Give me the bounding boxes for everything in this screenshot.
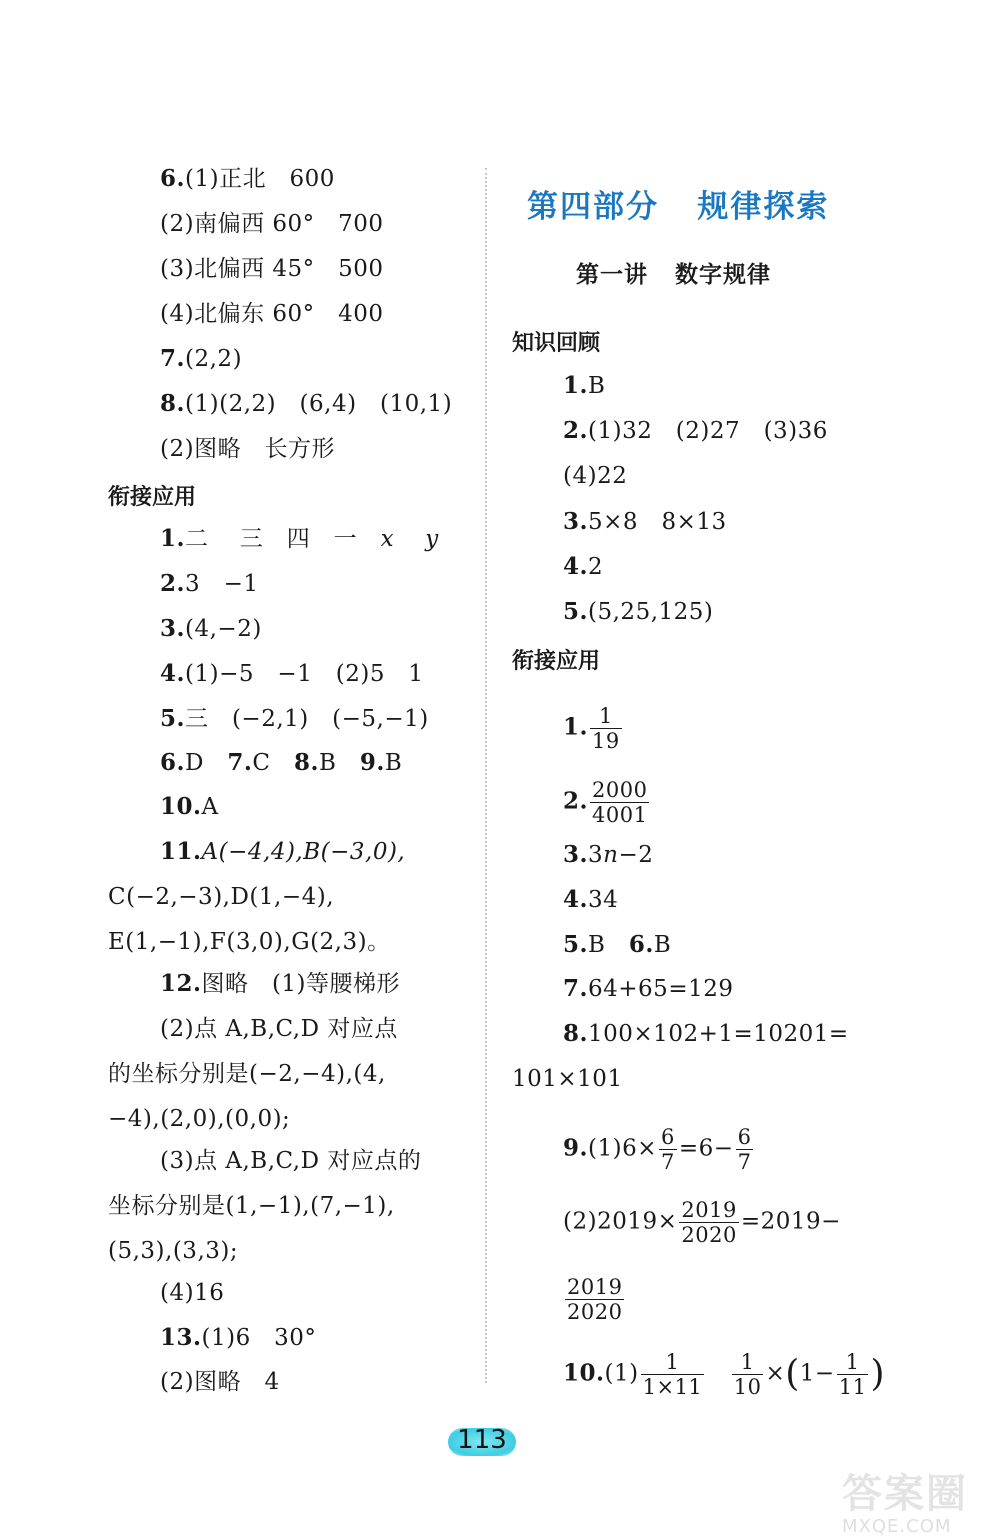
review-answer-2-line-1: 2.(1)32 (2)27 (3)36 — [563, 417, 828, 444]
app-right-answer-7: 7.64+65=129 — [563, 975, 734, 1002]
section-heading-application-right: 衔接应用 — [512, 649, 601, 674]
app-right-answer-8-line-1: 8.100×102+1=10201= — [563, 1020, 849, 1047]
review-answer-1: 1.B — [563, 372, 606, 399]
app-answer-12-line-2: (2)点 A,B,C,D 对应点 — [160, 1016, 398, 1042]
app-answer-10: 10.A — [160, 793, 219, 820]
app-right-answer-9-line-3 — [563, 1275, 626, 1324]
section-heading-review: 知识回顾 — [512, 331, 601, 356]
answer-6-part-2: (2)南偏西 60° 700 — [160, 211, 384, 237]
fraction: $\frac{1}{11}$ — [838, 1350, 867, 1399]
app-answer-12-line-1: 12.图略 (1)等腰梯形 — [160, 970, 401, 997]
watermark-logo — [842, 1471, 990, 1537]
app-answer-3: 3.(4,−2) — [160, 615, 262, 642]
fraction: $\frac{6}{7}$ — [661, 1125, 675, 1174]
app-answer-12-line-5: (3)点 A,B,C,D 对应点的 — [160, 1148, 422, 1174]
fraction: $\frac{1}{1\times 11}$ — [642, 1350, 703, 1399]
answer-8-part-2: (2)图略 长方形 — [160, 436, 336, 462]
answer-6-part-4: (4)北偏东 60° 400 — [160, 301, 384, 327]
fraction: $\frac{2000}{4001}$ — [592, 778, 648, 827]
app-answer-11-line-1: 11.A(−4,4),B(−3,0), — [160, 838, 406, 865]
fraction: $\frac{2019}{2020}$ — [681, 1198, 737, 1247]
app-right-answer-8-line-2: 101×101 — [512, 1066, 623, 1092]
app-right-answer-10: 10.(1) $\frac{1}{1\times 11}$ $\frac{1}{10}$ ×(1− $\frac{1}{11}$ ) — [563, 1350, 885, 1399]
app-answer-11-line-2: C(−2,−3),D(1,−4), — [108, 884, 335, 910]
app-answer-2: 2.3 −1 — [160, 570, 259, 597]
app-right-answer-1: 1. $\frac{1}{19}$ — [563, 704, 620, 753]
fraction: $\frac{2019}{2020}$ — [567, 1275, 623, 1324]
answer-8-part-1: 8.(1)(2,2) (6,4) (10,1) — [160, 390, 453, 417]
app-right-answer-9-line-2: (2)2019× $\frac{2019}{2020}$ =2019− — [563, 1198, 841, 1247]
app-answer-11-line-3: E(1,−1),F(3,0),G(2,3)。 — [108, 929, 391, 955]
app-answer-5: 5.三 (−2,1) (−5,−1) — [160, 705, 429, 732]
app-right-answer-3: 3.3n−2 — [563, 841, 654, 868]
fraction: $\frac{1}{19}$ — [592, 704, 620, 753]
page-number: 113 — [457, 1425, 507, 1455]
app-right-answer-5-6: 5.B 6.B — [563, 931, 672, 958]
app-answer-1: 1.二 三 四 一 x y — [160, 525, 439, 552]
fraction: $\frac{6}{7}$ — [737, 1125, 752, 1174]
review-answer-4: 4.2 — [563, 553, 604, 580]
answer-6-part-1: 6.(1)正北 600 — [160, 165, 335, 192]
app-answer-12-line-6: 坐标分别是(1,−1),(7,−1), — [108, 1193, 395, 1219]
app-answer-12-line-7: (5,3),(3,3); — [108, 1238, 239, 1264]
app-right-answer-2: 2. $\frac{2000}{4001}$ — [563, 778, 648, 827]
answer-6-part-3: (3)北偏西 45° 500 — [160, 256, 384, 282]
app-answer-4: 4.(1)−5 −1 (2)5 1 — [160, 660, 424, 687]
watermark-url: MXQE.COM — [842, 1516, 952, 1537]
app-right-answer-4: 4.34 — [563, 886, 619, 913]
app-right-answer-9-line-1: 9.(1)6× $\frac{6}{7}$ =6− $\frac{6}{7}$ — [563, 1125, 752, 1174]
lecture-title: 第一讲 数字规律 — [576, 262, 772, 288]
app-answer-13-line-2: (2)图略 4 — [160, 1369, 280, 1395]
column-divider — [485, 168, 487, 1383]
review-answer-3: 3.5×8 8×13 — [563, 508, 727, 535]
app-answer-6-9: 6.D 7.C 8.B 9.B — [160, 749, 403, 776]
app-answer-12-line-4: −4),(2,0),(0,0); — [108, 1106, 291, 1132]
app-answer-13-line-1: 13.(1)6 30° — [160, 1324, 317, 1351]
fraction: $\frac{1}{10}$ — [733, 1350, 762, 1399]
answer-7: 7.(2,2) — [160, 345, 243, 372]
review-answer-2-line-2: (4)22 — [563, 463, 628, 489]
app-answer-12-line-3: 的坐标分别是(−2,−4),(4, — [108, 1061, 386, 1087]
watermark-mark: 答案圈 — [842, 1471, 968, 1517]
section-heading-application: 衔接应用 — [108, 485, 197, 510]
part-title: 第四部分 规律探索 — [527, 189, 830, 225]
app-answer-12-line-8: (4)16 — [160, 1280, 225, 1306]
review-answer-5: 5.(5,25,125) — [563, 598, 714, 625]
